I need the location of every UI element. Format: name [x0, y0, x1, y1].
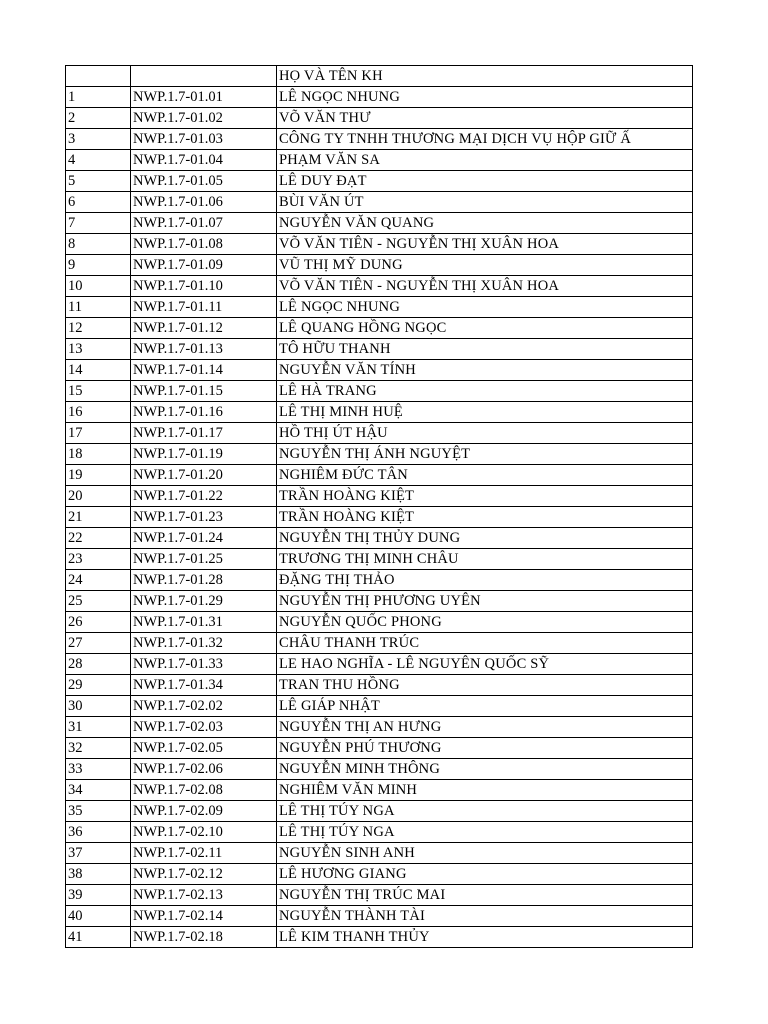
table-row: [66, 213, 693, 234]
customer-code-cell[interactable]: NWP.1.7-01.33: [131, 654, 277, 675]
row-number-cell[interactable]: 24: [66, 570, 131, 591]
table-row: [66, 780, 693, 801]
row-number-cell[interactable]: 21: [66, 507, 131, 528]
table-row: [66, 87, 693, 108]
table-row: [66, 234, 693, 255]
row-number-cell[interactable]: 11: [66, 297, 131, 318]
customer-name-cell[interactable]: NGUYỄN THỊ THỦY DUNG: [277, 528, 693, 549]
customer-code-cell[interactable]: NWP.1.7-01.11: [131, 297, 277, 318]
row-number-cell[interactable]: 10: [66, 276, 131, 297]
customer-code-cell[interactable]: NWP.1.7-01.10: [131, 276, 277, 297]
customer-name-cell[interactable]: LÊ KIM THANH THỦY: [277, 927, 693, 948]
customer-name-cell[interactable]: VÕ VĂN TIÊN - NGUYỄN THỊ XUÂN HOA: [277, 234, 693, 255]
table-row: [66, 864, 693, 885]
row-number-cell[interactable]: 8: [66, 234, 131, 255]
customer-code-cell[interactable]: NWP.1.7-01.31: [131, 612, 277, 633]
row-number-cell[interactable]: 7: [66, 213, 131, 234]
customer-code-cell[interactable]: NWP.1.7-01.24: [131, 528, 277, 549]
customer-code-cell[interactable]: NWP.1.7-01.34: [131, 675, 277, 696]
customer-name-cell[interactable]: LÊ THỊ TÚY NGA: [277, 822, 693, 843]
customer-name-cell[interactable]: NGHIÊM VĂN MINH: [277, 780, 693, 801]
table-row: [66, 486, 693, 507]
row-number-cell[interactable]: 9: [66, 255, 131, 276]
row-number-cell[interactable]: 27: [66, 633, 131, 654]
customer-name-cell[interactable]: HỒ THỊ ÚT HẬU: [277, 423, 693, 444]
customer-name-cell[interactable]: BÙI VĂN ÚT: [277, 192, 693, 213]
table-row: [66, 129, 693, 150]
table-row: [66, 297, 693, 318]
customer-name-cell[interactable]: NGUYỄN MINH THÔNG: [277, 759, 693, 780]
customer-code-cell[interactable]: NWP.1.7-02.09: [131, 801, 277, 822]
table-row: [66, 402, 693, 423]
table-row: [66, 738, 693, 759]
table-row: [66, 633, 693, 654]
row-number-cell[interactable]: 32: [66, 738, 131, 759]
customer-code-cell[interactable]: NWP.1.7-01.19: [131, 444, 277, 465]
table-row: [66, 318, 693, 339]
table-row: [66, 549, 693, 570]
customer-name-cell[interactable]: PHẠM VĂN SA: [277, 150, 693, 171]
table-row: [66, 423, 693, 444]
row-number-cell[interactable]: 28: [66, 654, 131, 675]
header-cell-name[interactable]: HỌ VÀ TÊN KH: [277, 66, 693, 87]
row-number-cell[interactable]: 40: [66, 906, 131, 927]
row-number-cell[interactable]: 23: [66, 549, 131, 570]
table-row: [66, 444, 693, 465]
row-number-cell[interactable]: 19: [66, 465, 131, 486]
customer-code-cell[interactable]: NWP.1.7-02.10: [131, 822, 277, 843]
customer-name-cell[interactable]: LÊ NGỌC NHUNG: [277, 297, 693, 318]
header-cell-no[interactable]: [66, 66, 131, 87]
customer-code-cell[interactable]: NWP.1.7-01.15: [131, 381, 277, 402]
customer-code-cell[interactable]: NWP.1.7-01.16: [131, 402, 277, 423]
row-number-cell[interactable]: 39: [66, 885, 131, 906]
customer-code-cell[interactable]: NWP.1.7-01.03: [131, 129, 277, 150]
table-row: [66, 255, 693, 276]
customer-code-cell[interactable]: NWP.1.7-01.22: [131, 486, 277, 507]
customer-name-cell[interactable]: NGUYỄN SINH ANH: [277, 843, 693, 864]
row-number-cell[interactable]: 35: [66, 801, 131, 822]
row-number-cell[interactable]: 17: [66, 423, 131, 444]
customer-code-cell[interactable]: NWP.1.7-01.20: [131, 465, 277, 486]
row-number-cell[interactable]: 34: [66, 780, 131, 801]
row-number-cell[interactable]: 16: [66, 402, 131, 423]
customer-code-cell[interactable]: NWP.1.7-01.08: [131, 234, 277, 255]
customer-name-cell[interactable]: TRẦN HOÀNG KIỆT: [277, 486, 693, 507]
customer-name-cell[interactable]: LÊ HƯƠNG GIANG: [277, 864, 693, 885]
table-row: [66, 171, 693, 192]
customer-code-cell[interactable]: NWP.1.7-01.32: [131, 633, 277, 654]
row-number-cell[interactable]: 6: [66, 192, 131, 213]
customer-name-cell[interactable]: NGUYỄN VĂN QUANG: [277, 213, 693, 234]
customer-name-cell[interactable]: TRƯƠNG THỊ MINH CHÂU: [277, 549, 693, 570]
customer-code-cell[interactable]: NWP.1.7-01.28: [131, 570, 277, 591]
customer-name-cell[interactable]: TÔ HỮU THANH: [277, 339, 693, 360]
table-row: [66, 528, 693, 549]
customer-name-cell[interactable]: LÊ GIÁP NHẬT: [277, 696, 693, 717]
customer-name-cell[interactable]: LÊ QUANG HỒNG NGỌC: [277, 318, 693, 339]
customer-code-cell[interactable]: NWP.1.7-01.12: [131, 318, 277, 339]
table-row: [66, 465, 693, 486]
row-number-cell[interactable]: 3: [66, 129, 131, 150]
customer-name-cell[interactable]: LÊ THỊ MINH HUỆ: [277, 402, 693, 423]
customer-code-cell[interactable]: NWP.1.7-02.13: [131, 885, 277, 906]
customer-name-cell[interactable]: VÕ VĂN TIÊN - NGUYỄN THỊ XUÂN HOA: [277, 276, 693, 297]
customer-name-cell[interactable]: NGUYỄN THỊ TRÚC MAI: [277, 885, 693, 906]
row-number-cell[interactable]: 26: [66, 612, 131, 633]
customer-name-cell[interactable]: ĐẶNG THỊ THẢO: [277, 570, 693, 591]
customer-code-cell[interactable]: NWP.1.7-02.05: [131, 738, 277, 759]
customer-name-cell[interactable]: LE HAO NGHĨA - LÊ NGUYÊN QUỐC SỸ: [277, 654, 693, 675]
customer-code-cell[interactable]: NWP.1.7-01.05: [131, 171, 277, 192]
customer-name-cell[interactable]: LÊ HÀ TRANG: [277, 381, 693, 402]
customer-code-cell[interactable]: NWP.1.7-02.03: [131, 717, 277, 738]
table-row: [66, 192, 693, 213]
row-number-cell[interactable]: 18: [66, 444, 131, 465]
customer-name-cell[interactable]: NGUYỄN THÀNH TÀI: [277, 906, 693, 927]
customer-name-cell[interactable]: CHÂU THANH TRÚC: [277, 633, 693, 654]
row-number-cell[interactable]: 2: [66, 108, 131, 129]
customer-code-cell[interactable]: NWP.1.7-01.23: [131, 507, 277, 528]
customer-code-cell[interactable]: NWP.1.7-01.29: [131, 591, 277, 612]
table-row: [66, 150, 693, 171]
customer-code-cell[interactable]: NWP.1.7-02.14: [131, 906, 277, 927]
customer-code-cell[interactable]: NWP.1.7-01.14: [131, 360, 277, 381]
customer-name-cell[interactable]: LÊ THỊ TÚY NGA: [277, 801, 693, 822]
customer-name-cell[interactable]: NGUYỄN THỊ PHƯƠNG UYÊN: [277, 591, 693, 612]
customer-code-cell[interactable]: NWP.1.7-01.13: [131, 339, 277, 360]
customer-code-cell[interactable]: NWP.1.7-02.06: [131, 759, 277, 780]
table-row: [66, 507, 693, 528]
row-number-cell[interactable]: 41: [66, 927, 131, 948]
row-number-cell[interactable]: 33: [66, 759, 131, 780]
customer-name-cell[interactable]: NGHIÊM ĐỨC TÂN: [277, 465, 693, 486]
customer-code-cell[interactable]: NWP.1.7-01.25: [131, 549, 277, 570]
customer-name-cell[interactable]: CÔNG TY TNHH THƯƠNG MẠI DỊCH VỤ HỘP GIỮ Ấ: [277, 129, 693, 150]
row-number-cell[interactable]: 15: [66, 381, 131, 402]
table-row: [66, 591, 693, 612]
customer-code-cell[interactable]: NWP.1.7-01.06: [131, 192, 277, 213]
table-row: [66, 906, 693, 927]
row-number-cell[interactable]: 31: [66, 717, 131, 738]
table-row: [66, 675, 693, 696]
customer-name-cell[interactable]: NGUYỄN PHÚ THƯƠNG: [277, 738, 693, 759]
table-row: [66, 654, 693, 675]
table-row: [66, 843, 693, 864]
row-number-cell[interactable]: 30: [66, 696, 131, 717]
row-number-cell[interactable]: 4: [66, 150, 131, 171]
customer-name-cell[interactable]: NGUYỄN THỊ AN HƯNG: [277, 717, 693, 738]
customer-code-cell[interactable]: NWP.1.7-02.08: [131, 780, 277, 801]
row-number-cell[interactable]: 22: [66, 528, 131, 549]
customer-code-cell[interactable]: NWP.1.7-01.02: [131, 108, 277, 129]
row-number-cell[interactable]: 13: [66, 339, 131, 360]
header-cell-code[interactable]: [131, 66, 277, 87]
table-row: [66, 381, 693, 402]
customer-name-cell[interactable]: NGUYỄN QUỐC PHONG: [277, 612, 693, 633]
table-row: [66, 927, 693, 948]
table-row: [66, 717, 693, 738]
customer-code-cell[interactable]: NWP.1.7-01.07: [131, 213, 277, 234]
table-row: [66, 801, 693, 822]
customer-name-cell[interactable]: LÊ DUY ĐẠT: [277, 171, 693, 192]
customer-code-cell[interactable]: NWP.1.7-02.18: [131, 927, 277, 948]
table-row: [66, 570, 693, 591]
customer-name-cell[interactable]: TRẦN HOÀNG KIỆT: [277, 507, 693, 528]
customer-name-cell[interactable]: LÊ NGỌC NHUNG: [277, 87, 693, 108]
row-number-cell[interactable]: 37: [66, 843, 131, 864]
customer-code-cell[interactable]: NWP.1.7-01.17: [131, 423, 277, 444]
customer-code-cell[interactable]: NWP.1.7-02.02: [131, 696, 277, 717]
row-number-cell[interactable]: 36: [66, 822, 131, 843]
customer-name-cell[interactable]: TRAN THU HỒNG: [277, 675, 693, 696]
table-row: [66, 696, 693, 717]
row-number-cell[interactable]: 20: [66, 486, 131, 507]
customer-code-cell[interactable]: NWP.1.7-01.01: [131, 87, 277, 108]
row-number-cell[interactable]: 12: [66, 318, 131, 339]
customer-name-cell[interactable]: NGUYỄN VĂN TÍNH: [277, 360, 693, 381]
table-row: [66, 612, 693, 633]
customer-code-cell[interactable]: NWP.1.7-01.04: [131, 150, 277, 171]
customer-code-cell[interactable]: NWP.1.7-02.12: [131, 864, 277, 885]
customer-code-cell[interactable]: NWP.1.7-01.09: [131, 255, 277, 276]
row-number-cell[interactable]: 25: [66, 591, 131, 612]
customer-name-cell[interactable]: NGUYỄN THỊ ÁNH NGUYỆT: [277, 444, 693, 465]
table-row: [66, 339, 693, 360]
table-row: [66, 885, 693, 906]
row-number-cell[interactable]: 1: [66, 87, 131, 108]
customer-name-cell[interactable]: VÕ VĂN THƯ: [277, 108, 693, 129]
table-row: [66, 759, 693, 780]
customer-code-cell[interactable]: NWP.1.7-02.11: [131, 843, 277, 864]
row-number-cell[interactable]: 5: [66, 171, 131, 192]
table-header-row: [66, 66, 693, 87]
customer-table: [65, 65, 693, 948]
table-row: [66, 108, 693, 129]
table-row: [66, 276, 693, 297]
customer-table-body: [66, 66, 693, 948]
row-number-cell[interactable]: 29: [66, 675, 131, 696]
customer-name-cell[interactable]: VŨ THỊ MỸ DUNG: [277, 255, 693, 276]
row-number-cell[interactable]: 14: [66, 360, 131, 381]
table-row: [66, 360, 693, 381]
table-row: [66, 822, 693, 843]
row-number-cell[interactable]: 38: [66, 864, 131, 885]
